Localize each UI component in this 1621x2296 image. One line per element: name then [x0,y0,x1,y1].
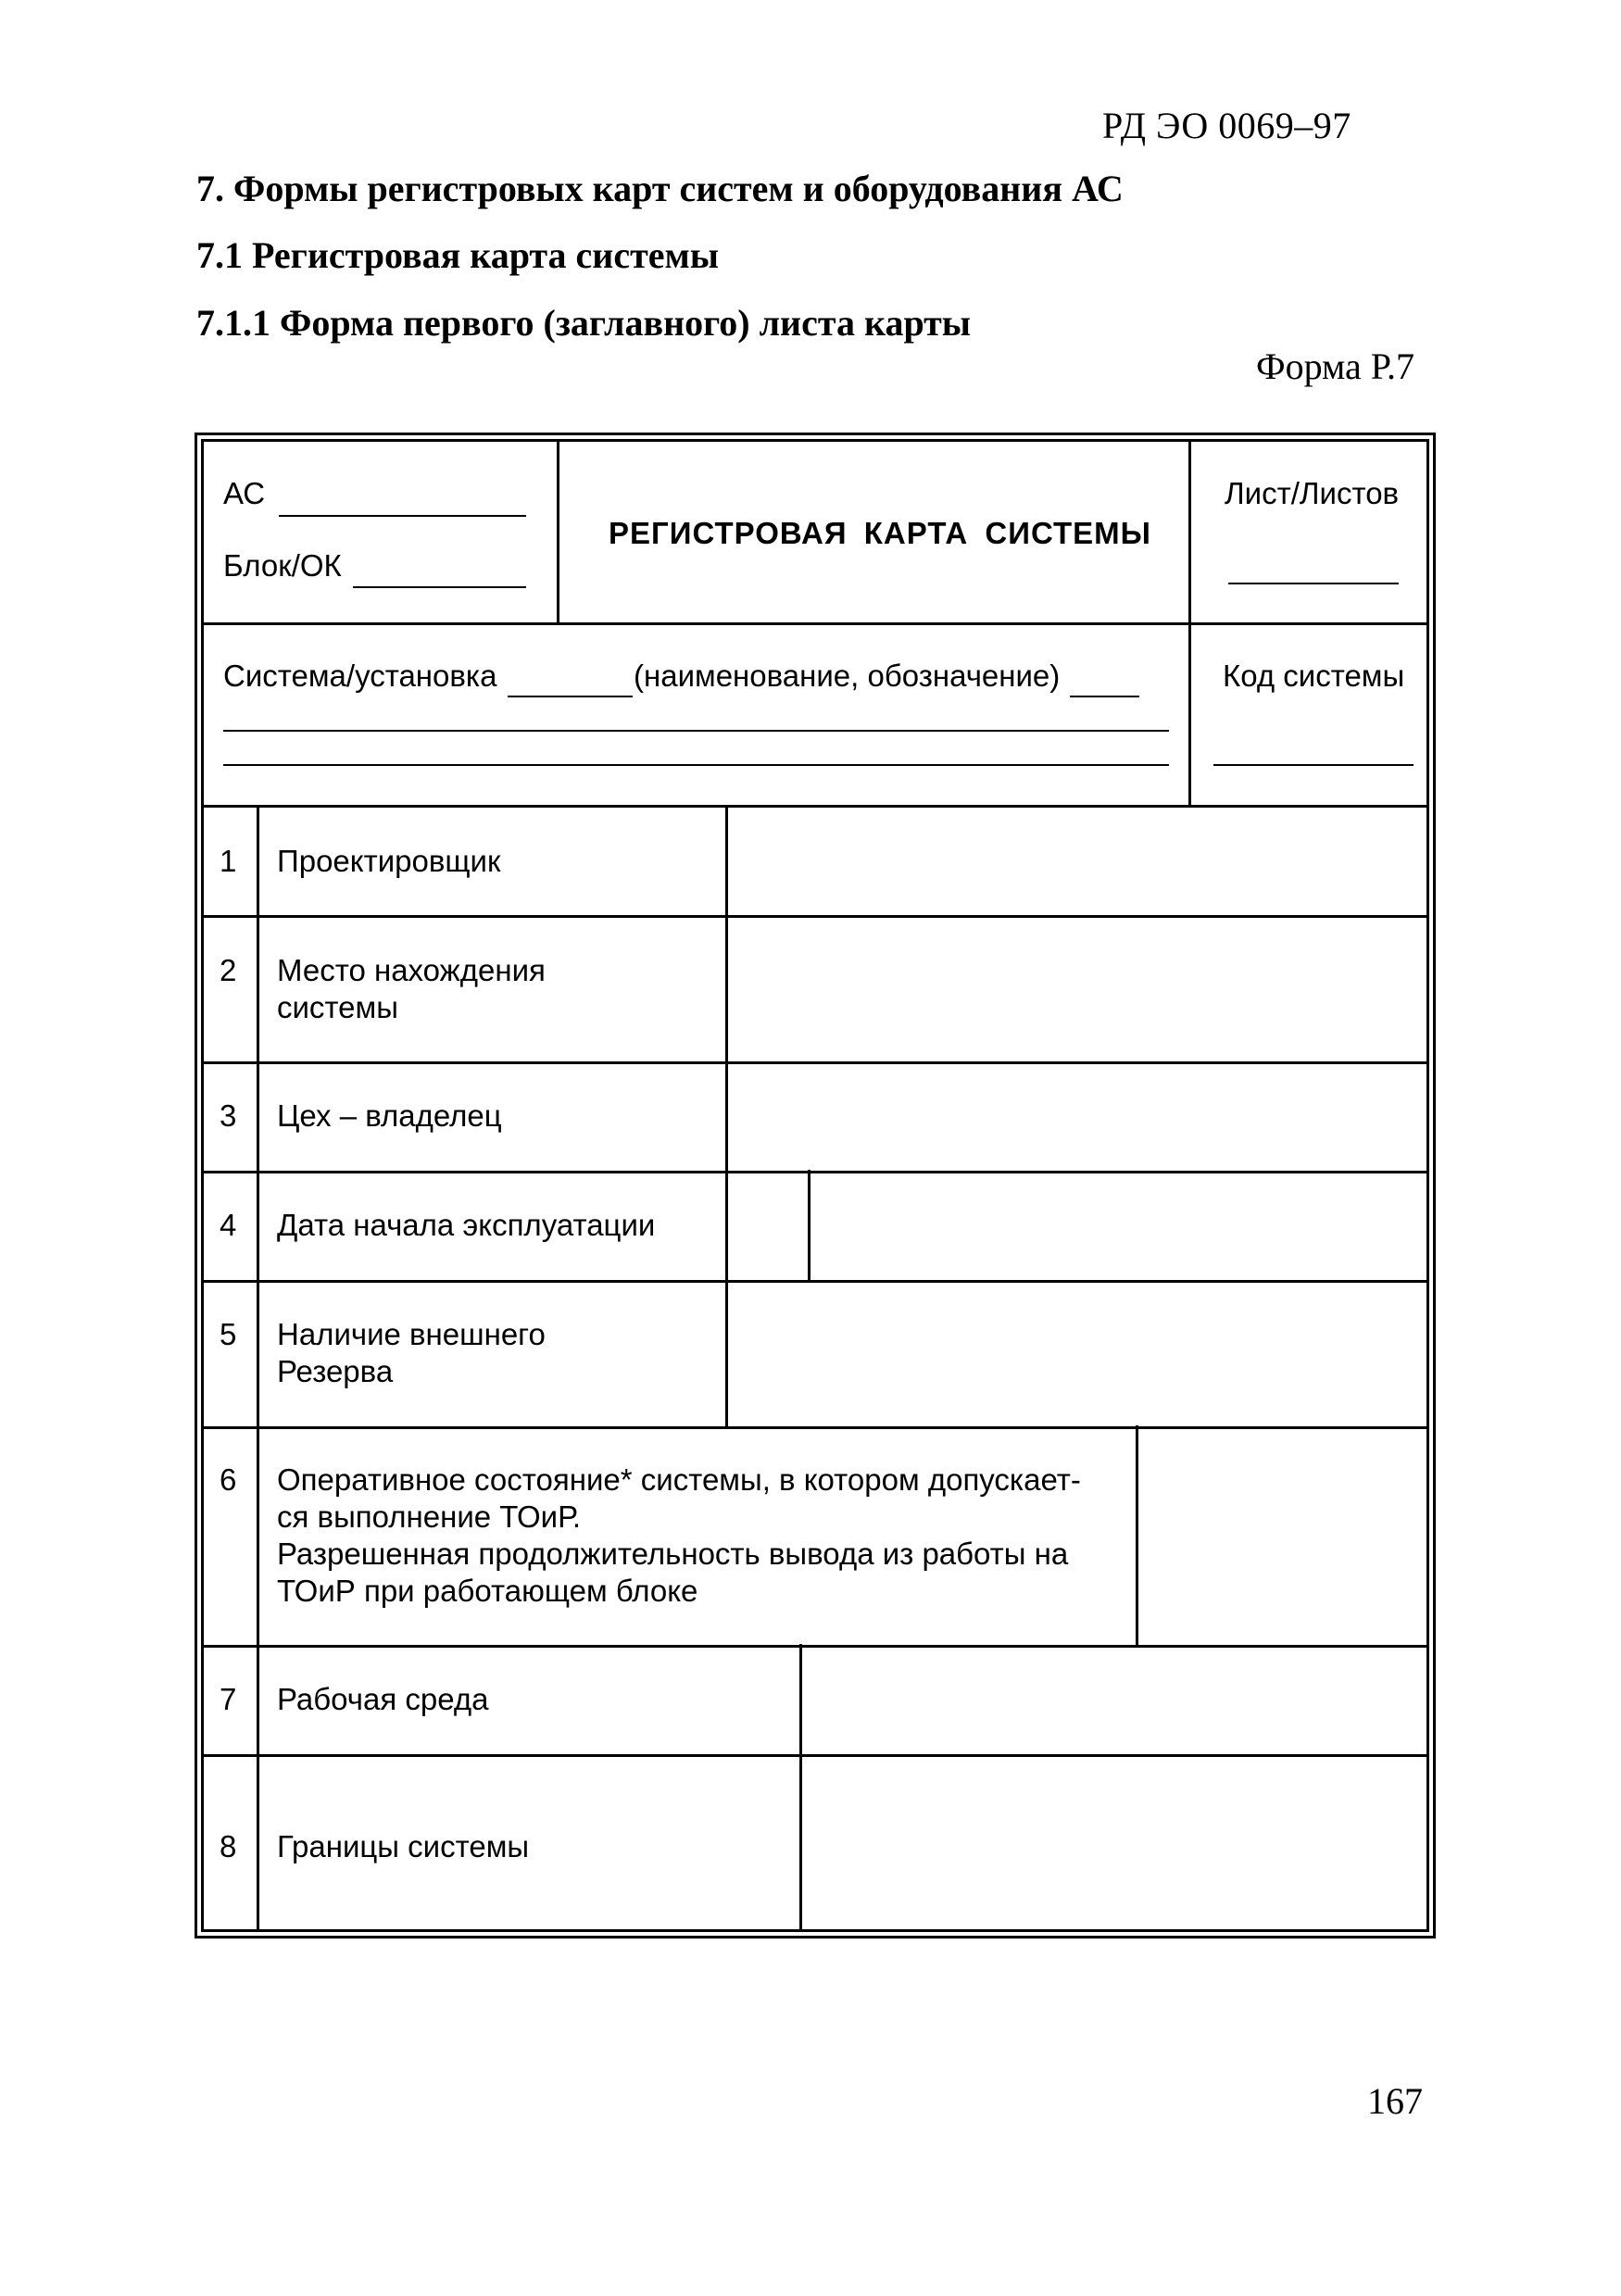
system-label: Система/установка [223,659,497,693]
divider [204,1061,1426,1064]
registration-card [195,433,1436,1938]
row-number: 7 [220,1682,237,1716]
row-number: 2 [220,953,237,987]
system-code-blank[interactable] [1213,764,1414,766]
field-as-label: АС [223,476,266,510]
row-number: 1 [220,844,237,878]
system-blank[interactable] [1070,696,1139,697]
field-as-blank[interactable] [279,515,526,517]
sub-subsection-heading: 7.1.1 Форма первого (заглавного) листа карты [196,302,972,344]
page-number: 167 [1367,2080,1423,2122]
divider [257,806,259,1929]
divider [204,805,1426,808]
system-hint: (наименование, обозначение) [634,659,1061,693]
divider [1136,1425,1138,1646]
row-label: Рабочая среда [277,1682,489,1716]
row-label: Дата начала эксплуатации [277,1208,656,1242]
row-label: Проектировщик [277,844,501,878]
registration-card-inner-border [201,439,1429,1932]
divider [204,1645,1426,1648]
sheets-blank[interactable] [1228,583,1399,584]
row-number: 3 [220,1098,237,1133]
divider [808,1170,810,1281]
form-label: Форма Р.7 [1256,345,1415,387]
system-blank-line[interactable] [223,730,1169,732]
row-label: Место нахождения системы [277,953,546,1024]
row-number: 5 [220,1317,237,1351]
divider [557,442,559,623]
row-label: Границы системы [277,1829,530,1863]
system-blank[interactable] [508,696,633,697]
card-title: РЕГИСТРОВАЯ КАРТА СИСТЕМЫ [609,516,1151,550]
divider [204,1171,1426,1173]
divider [799,1644,802,1929]
row-number: 4 [220,1208,237,1242]
divider [204,1280,1426,1283]
section-heading: 7. Формы регистровых карт систем и оборудования АС [196,168,1124,209]
row-number: 6 [220,1462,237,1497]
subsection-heading: 7.1 Регистровая карта системы [196,234,719,276]
system-blank-line[interactable] [223,764,1169,766]
field-block-label: Блок/ОК [223,548,342,583]
sheets-label: Лист/Листов [1225,476,1400,510]
document-code: РД ЭО 0069–97 [1102,105,1351,146]
system-code-label: Код системы [1223,659,1405,693]
row-number: 8 [220,1829,237,1863]
divider [204,915,1426,918]
divider [204,622,1426,625]
row-label: Наличие внешнего Резерва [277,1317,546,1388]
row-label: Цех – владелец [277,1098,502,1133]
divider [725,1279,728,1427]
row-label: Оперативное состояние* системы, в котором допускает- ся выполнение ТОиР. Разрешенная продолжительность вывода из работы на ТОиР при работающем блоке [277,1462,1081,1608]
divider [204,1426,1426,1429]
divider [725,806,728,1280]
field-block-blank[interactable] [353,586,526,588]
divider [204,1754,1426,1757]
